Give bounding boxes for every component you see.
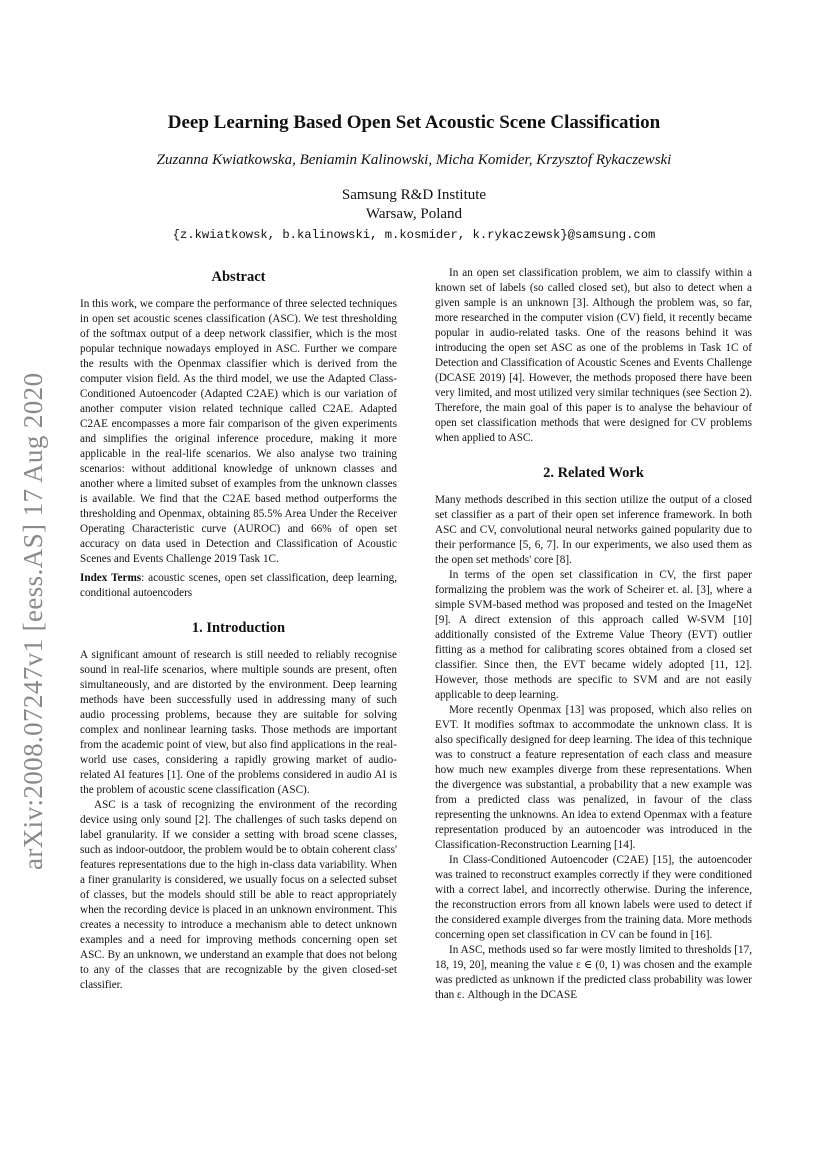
- paper-title: Deep Learning Based Open Set Acoustic Scene Classification: [167, 112, 661, 133]
- affiliation: Samsung R&D Institute: [341, 187, 487, 203]
- arxiv-stamp: arXiv:2008.07247v1 [eess.AS] 17 Aug 2020: [18, 372, 48, 870]
- related-work-paragraph-3: More recently Openmax [13] was proposed, which also relies on EVT. It modifies softmax to accommodate the unknown class. It is also specifically designed for deep learning. The idea of this technique was to construct a feature representation of each class and measure how much new examples diverge from these representations. When the divergence was substantial, a probability that a new example was from a predicted class was penalized, in favour of the class representing the unknowns. An idea to extend Openmax with a feature representation produced by an autoencoder was introduced in the Classification-Reconstruction Learning [14].: [435, 704, 752, 851]
- authors: Zuzanna Kwiatkowska, Beniamin Kalinowski, Micha Komider, Krzysztof Rykaczewski: [156, 152, 672, 168]
- introduction-paragraph-2: ASC is a task of recognizing the environment of the recording device using only sound [2]. The challenges of such tasks depend on label granularity. If we consider a setting with broad scene classes, such as indoor-outdoor, the problem would be to obtain coherent class' features representations due to the high in-class data variability. When a finer granularity is considered, we usually focus on a selected subset of classes, but the models should still be able to react appropriately when the recording device is placed in an unknown environment. This creates a necessity to introduce a mechanism able to detect unknown examples and a need for improving methods concerning open set ASC. By an unknown, we understand an example that does not belong to any of the classes that are recognizable by the given closed-set classifier.: [80, 799, 397, 991]
- related-work-paragraph-5: In ASC, methods used so far were mostly limited to thresholds [17, 18, 19, 20], meaning the value ε ∈ (0, 1) was chosen and the example was predicted as unknown if the predicted class probability was lower than ε. Although in the DCASE: [435, 944, 752, 1001]
- index-terms: [80, 571, 397, 601]
- index-terms-label: Index Terms: [80, 572, 142, 584]
- left-column: [80, 266, 397, 993]
- introduction-heading: 1. Introduction: [191, 620, 286, 636]
- related-work-paragraph-1: Many methods described in this section utilize the output of a closed set classifier as a part of their open set inference framework. In both ASC and CV, convolutional neural networks gained popularity due to their performance [5, 6, 7]. In our experiments, we also used them as the open set methods' core [8].: [435, 494, 752, 566]
- index-terms-text: : acoustic scenes, open set classification, deep learning, conditional autoencoders: [80, 572, 397, 599]
- related-work-heading: 2. Related Work: [543, 465, 644, 481]
- abstract-heading: Abstract: [211, 269, 266, 285]
- related-work-paragraph-4: In Class-Conditioned Autoencoder (C2AE) [15], the autoencoder was trained to reconstruct examples correctly if they were conditioned with a correct label, and incorrectly otherwise. During the inference, the reconstruction errors from all known labels were used to detect if the considered example diverges from the training data. More methods concerning open set classification in CV can be found in [16].: [435, 854, 752, 941]
- author-emails: {z.kwiatkowsk, b.kalinowski, m.kosmider, k.rykaczewsk}@samsung.com: [172, 228, 656, 242]
- right-column: [435, 266, 752, 1003]
- introduction-paragraph-1: A significant amount of research is still needed to reliably recognise sound in real-life scenarios, where multiple sounds are present, often simultaneously, and are distorted by the environment. Deep learning methods have been successfully used in addressing many of such audio processing problems, because they are suitable for solving complex and nonlinear learning tasks. Those methods are important from the academic point of view, but also find applications in the real-world use cases, considering a rapidly growing market of audio-related AI features [1]. One of the problems considered in audio AI is the problem of acoustic scene classification (ASC).: [80, 649, 397, 796]
- affiliation-location: Warsaw, Poland: [365, 206, 463, 222]
- abstract-body: In this work, we compare the performance of three selected techniques in open set acoustic scenes classification (ASC). We test thresholding of the softmax output of a deep network classifier, which is the most popular technique nowadays employed in ASC. Further we compare the results with the Openmax classifier which is derived from the computer vision field. As the third model, we use the Adapted Class-Conditioned Autoencoder (Adapted C2AE) which is our variation of another computer vision related technique called C2AE. Adapted C2AE encompasses a more fair comparison of the given experiments and simplifies the original inference procedure, making it more applicable in the real-life scenarios. We also analyse two training scenarios: without additional knowledge of unknown classes and another where a limited subset of examples from the unknown classes is available. We find that the C2AE based method outperforms the thresholding and Openmax, obtaining 85.5% Area Under the Receiver Operating Characteristic curve (AUROC) and 66% of open set accuracy on data used in Detection and Classification of Acoustic Scenes and Events Challenge 2019 Task 1C.: [80, 298, 397, 565]
- introduction-paragraph-3: In an open set classification problem, we aim to classify within a known set of labels (so called closed set), but also to detect when a given sample is an unknown [3]. Although the problem was, so far, more researched in the computer vision (CV) field, it recently became popular in audio-related tasks. One of the reasons behind it was introducing the open set ASC as one of the problems in Task 1C of Detection and Classification of Acoustic Scenes and Events Challenge (DCASE 2019) [4]. However, the methods proposed there have been very limited, and most utilized very similar techniques (see Section 2). Therefore, the main goal of this paper is to analyse the behaviour of open set classification methods that were designed for CV problems when applied to ASC.: [435, 267, 752, 444]
- related-work-paragraph-2: In terms of the open set classification in CV, the first paper formalizing the problem was the work of Scheirer et. al. [3], where a simple SVM-based method was proposed and tested on the ImageNet [9]. A direct extension of this approach called W-SVM [10] additionally consisted of the Extreme Value Theory (EVT) outlier fitting as a method for calibrating scores obtained from a closed set classifier. Since then, the EVT became widely adopted [11, 12]. However, those methods are specific to SVM and are not easily applicable to deep learning.: [435, 569, 752, 701]
